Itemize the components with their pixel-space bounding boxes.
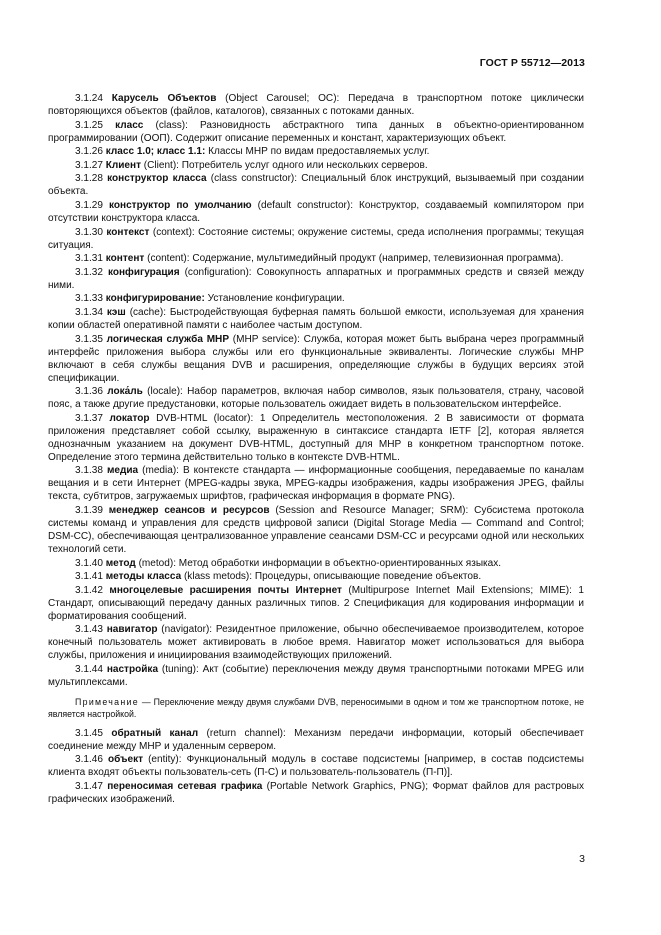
- definition-term: настройка: [106, 663, 159, 675]
- definition-text: (metod): Метод обработки информации в объектно-ориентированных языках.: [135, 557, 502, 569]
- definition-number: 3.1.36: [75, 386, 103, 398]
- definition-entry: [48, 623, 584, 662]
- note-text: — Переключение между двумя службами DVB, переносимыми в одном и том же транспортном потоке, не является настройкой.: [48, 696, 584, 719]
- definition-entry: [48, 557, 584, 570]
- definition-entry: [48, 266, 584, 292]
- definition-entry: [48, 292, 584, 305]
- definition-term: конструктор по умолчанию: [108, 199, 252, 211]
- definition-entry: [48, 306, 584, 332]
- definition-term: Клиент: [105, 159, 142, 171]
- definition-entry: [48, 159, 584, 172]
- definition-entry: [48, 504, 584, 556]
- definition-term: лока́ль: [107, 386, 143, 398]
- definition-text: (content): Содержание, мультимедийный продукт (например, телевизионная программа).: [144, 253, 564, 265]
- definition-term: класс 1.0; класс 1.1:: [105, 146, 206, 158]
- definition-term: класс: [115, 119, 144, 131]
- definition-number: 3.1.33: [75, 293, 103, 305]
- definition-text: (Client): Потребитель услуг одного или нескольких серверов.: [141, 159, 428, 171]
- definition-text: (klass metods): Процедуры, описывающие поведение объектов.: [181, 571, 482, 583]
- definition-entry: [48, 172, 584, 198]
- definition-text: (Multipurpose Internet Mail Extensions; MIME): 1 Стандарт, описывающий передачу данных различных типов. 2 Спецификация для кодирования информации и форматирования сообщений.: [48, 584, 584, 622]
- definition-text: (media): В контексте стандарта — информационные сообщения, передаваемые по каналам вещания и в сети Интернет (MPEG-кадры звука, MPEG-кадры изображения, кадры изображения JPEG, файлы текста, субтитров, загружаемых шрифтов, графическая информация в формате PNG).: [48, 465, 584, 503]
- definition-entry: [48, 727, 584, 753]
- definition-entry: [48, 385, 584, 411]
- definition-text: (return channel): Механизм передачи информации, который обеспечивает соединение между МНР и удаленным сервером.: [48, 727, 585, 752]
- definition-text: (class constructor): Специальный блок инструкций, вызываемый при создании объекта.: [48, 173, 584, 198]
- definition-entry: [48, 780, 584, 806]
- definition-number: 3.1.38: [75, 465, 103, 477]
- definition-number: 3.1.34: [75, 306, 103, 318]
- note-label: Примечание: [75, 696, 139, 707]
- definition-term: методы класса: [105, 571, 182, 583]
- definition-number: 3.1.41: [75, 571, 103, 583]
- definition-number: 3.1.29: [75, 199, 103, 211]
- definition-text: DVB-HTML (locator): 1 Определитель местоположения. 2 В зависимости от формата приложения представляет собой ссылку, выраженную в синтаксисе стандарта IETF [2], которая является однозначным указанием на документ DVB-HTML, доступный для МНР в конкретном транспортном потоке. Определение этого термина действительно только в контексте DVB-HTML.: [48, 412, 585, 463]
- definition-entry: [48, 92, 584, 118]
- definition-number: 3.1.31: [75, 253, 103, 265]
- definition-number: 3.1.39: [75, 504, 103, 516]
- definition-text: (default constructor): Конструктор, создаваемый компилятором при отсутствии конструктора класса.: [48, 199, 584, 224]
- definition-text: (tuning): Акт (событие) переключения между двумя транспортными потоками MPEG или мультиплексами.: [48, 663, 584, 688]
- definition-text: (Object Carousel; OC): Передача в транспортном потоке циклически повторяющихся объектов (файлов, каталогов), связанных с потоками данных.: [48, 93, 584, 117]
- definition-number: 3.1.26: [75, 146, 103, 158]
- definition-term: многоцелевые расширения почты Интернет: [109, 584, 342, 596]
- definition-entry: [48, 584, 584, 623]
- definition-text: (MHP service): Служба, которая может быть выбрана через программный интерфейс приложения выбора службы или его функциональные эквиваленты. Логические службы МНР включают в себя службы вещания DVB и расширения, определяющие службы в будущих версиях этой спецификации.: [48, 333, 585, 384]
- definition-text: (Session and Resource Manager; SRM): Субсистема протокола системы команд и управления для средств цифровой записи (Digital Storage Media — Command and Control; DSM-CC), обеспечивающая централизованное управление сеансами DSM-CC и ресурсами одной или нескольких технологий сети.: [48, 504, 584, 555]
- definition-number: 3.1.37: [75, 412, 103, 424]
- definition-entry: [48, 570, 584, 583]
- definition-text: (cache): Быстродействующая буферная память большой емкости, используемая для хранения копии областей оперативной памяти с наиболее частым доступом.: [48, 306, 584, 331]
- definition-term: медиа: [106, 465, 139, 477]
- definition-term: контекст: [106, 226, 150, 238]
- definition-term: кэш: [106, 306, 126, 318]
- definition-number: 3.1.46: [75, 754, 103, 766]
- definition-text: (class): Разновидность абстрактного типа данных в объектно-ориентированном программировании (ООП). Содержит описание переменных и констант, характеризующих объект.: [48, 119, 585, 144]
- definition-entry: [48, 252, 584, 265]
- definition-number: 3.1.27: [75, 159, 103, 171]
- definition-number: 3.1.24: [75, 93, 103, 104]
- definition-term: объект: [107, 754, 144, 766]
- definition-number: 3.1.44: [75, 663, 103, 675]
- definition-text: Установление конфигурации.: [204, 293, 345, 305]
- definition-entry: [48, 464, 584, 503]
- definition-term: локатор: [109, 412, 150, 424]
- definition-term: обратный канал: [111, 727, 199, 739]
- definition-term: переносимая сетевая графика: [107, 781, 263, 793]
- definition-text: (locale): Набор параметров, включая набор символов, язык пользователя, страну, часовой пояс, а также другие предустановки, которые пользователь ожидает видеть в пользовательском интерфейсе.: [48, 386, 584, 411]
- definitions-list-continued: [48, 727, 584, 806]
- definitions-list: [48, 92, 584, 689]
- definition-entry: [48, 145, 584, 158]
- definition-entry: [48, 663, 584, 689]
- definition-number: 3.1.32: [75, 266, 103, 278]
- page-number: 3: [579, 853, 585, 865]
- definition-term: конструктор класса: [107, 173, 207, 185]
- definition-text: (entity): Функциональный модуль в составе подсистемы [например, в состав подсистемы клиента входят объекты пользователь-сеть (П-С) и пользователь-пользователь (П-П)].: [48, 754, 584, 779]
- definition-term: менеджер сеансов и ресурсов: [108, 504, 270, 516]
- definition-text: (configuration): Совокупность аппаратных и программных средств и связей между ними.: [48, 266, 585, 291]
- definition-number: 3.1.30: [75, 226, 103, 238]
- definition-entry: [48, 333, 584, 385]
- definition-number: 3.1.25: [75, 119, 103, 131]
- definition-text: (context): Состояние системы; окружение системы, среда исполнения программы; текущая ситуация.: [48, 226, 584, 251]
- definition-number: 3.1.28: [75, 173, 103, 185]
- definition-number: 3.1.47: [75, 781, 103, 793]
- definition-term: конфигурирование:: [105, 293, 205, 305]
- definition-entry: [48, 412, 584, 464]
- definition-number: 3.1.40: [75, 557, 103, 569]
- definition-entry: [48, 226, 584, 252]
- definitions-body: [48, 92, 584, 807]
- definition-term: метод: [105, 557, 136, 569]
- note-paragraph: [48, 696, 584, 720]
- definition-number: 3.1.45: [75, 727, 103, 739]
- definition-text: (Portable Network Graphics, PNG); Формат файлов для растровых графических изображений.: [48, 781, 585, 806]
- definition-term: логическая служба МНР: [106, 333, 230, 345]
- definition-entry: [48, 119, 584, 145]
- definition-entry: [48, 753, 584, 779]
- definition-number: 3.1.43: [75, 624, 103, 636]
- definition-term: навигатор: [106, 624, 158, 636]
- definition-text: Классы МНР по видам предоставляемых услуг.: [205, 146, 430, 158]
- definition-entry: [48, 199, 584, 225]
- definition-term: Карусель Объектов: [111, 93, 217, 104]
- document-standard-id: ГОСТ Р 55712—2013: [479, 57, 585, 69]
- definition-text: (navigator): Резидентное приложение, обычно обеспечиваемое производителем, которое конечный пользователь может активировать в любое время. Навигатор может использоваться для выбора службы, приложения и инициирования взаимодействующих приложений.: [48, 624, 584, 662]
- definition-number: 3.1.35: [75, 333, 103, 345]
- definition-term: конфигурация: [107, 266, 180, 278]
- definition-number: 3.1.42: [75, 584, 103, 596]
- definition-term: контент: [105, 253, 145, 265]
